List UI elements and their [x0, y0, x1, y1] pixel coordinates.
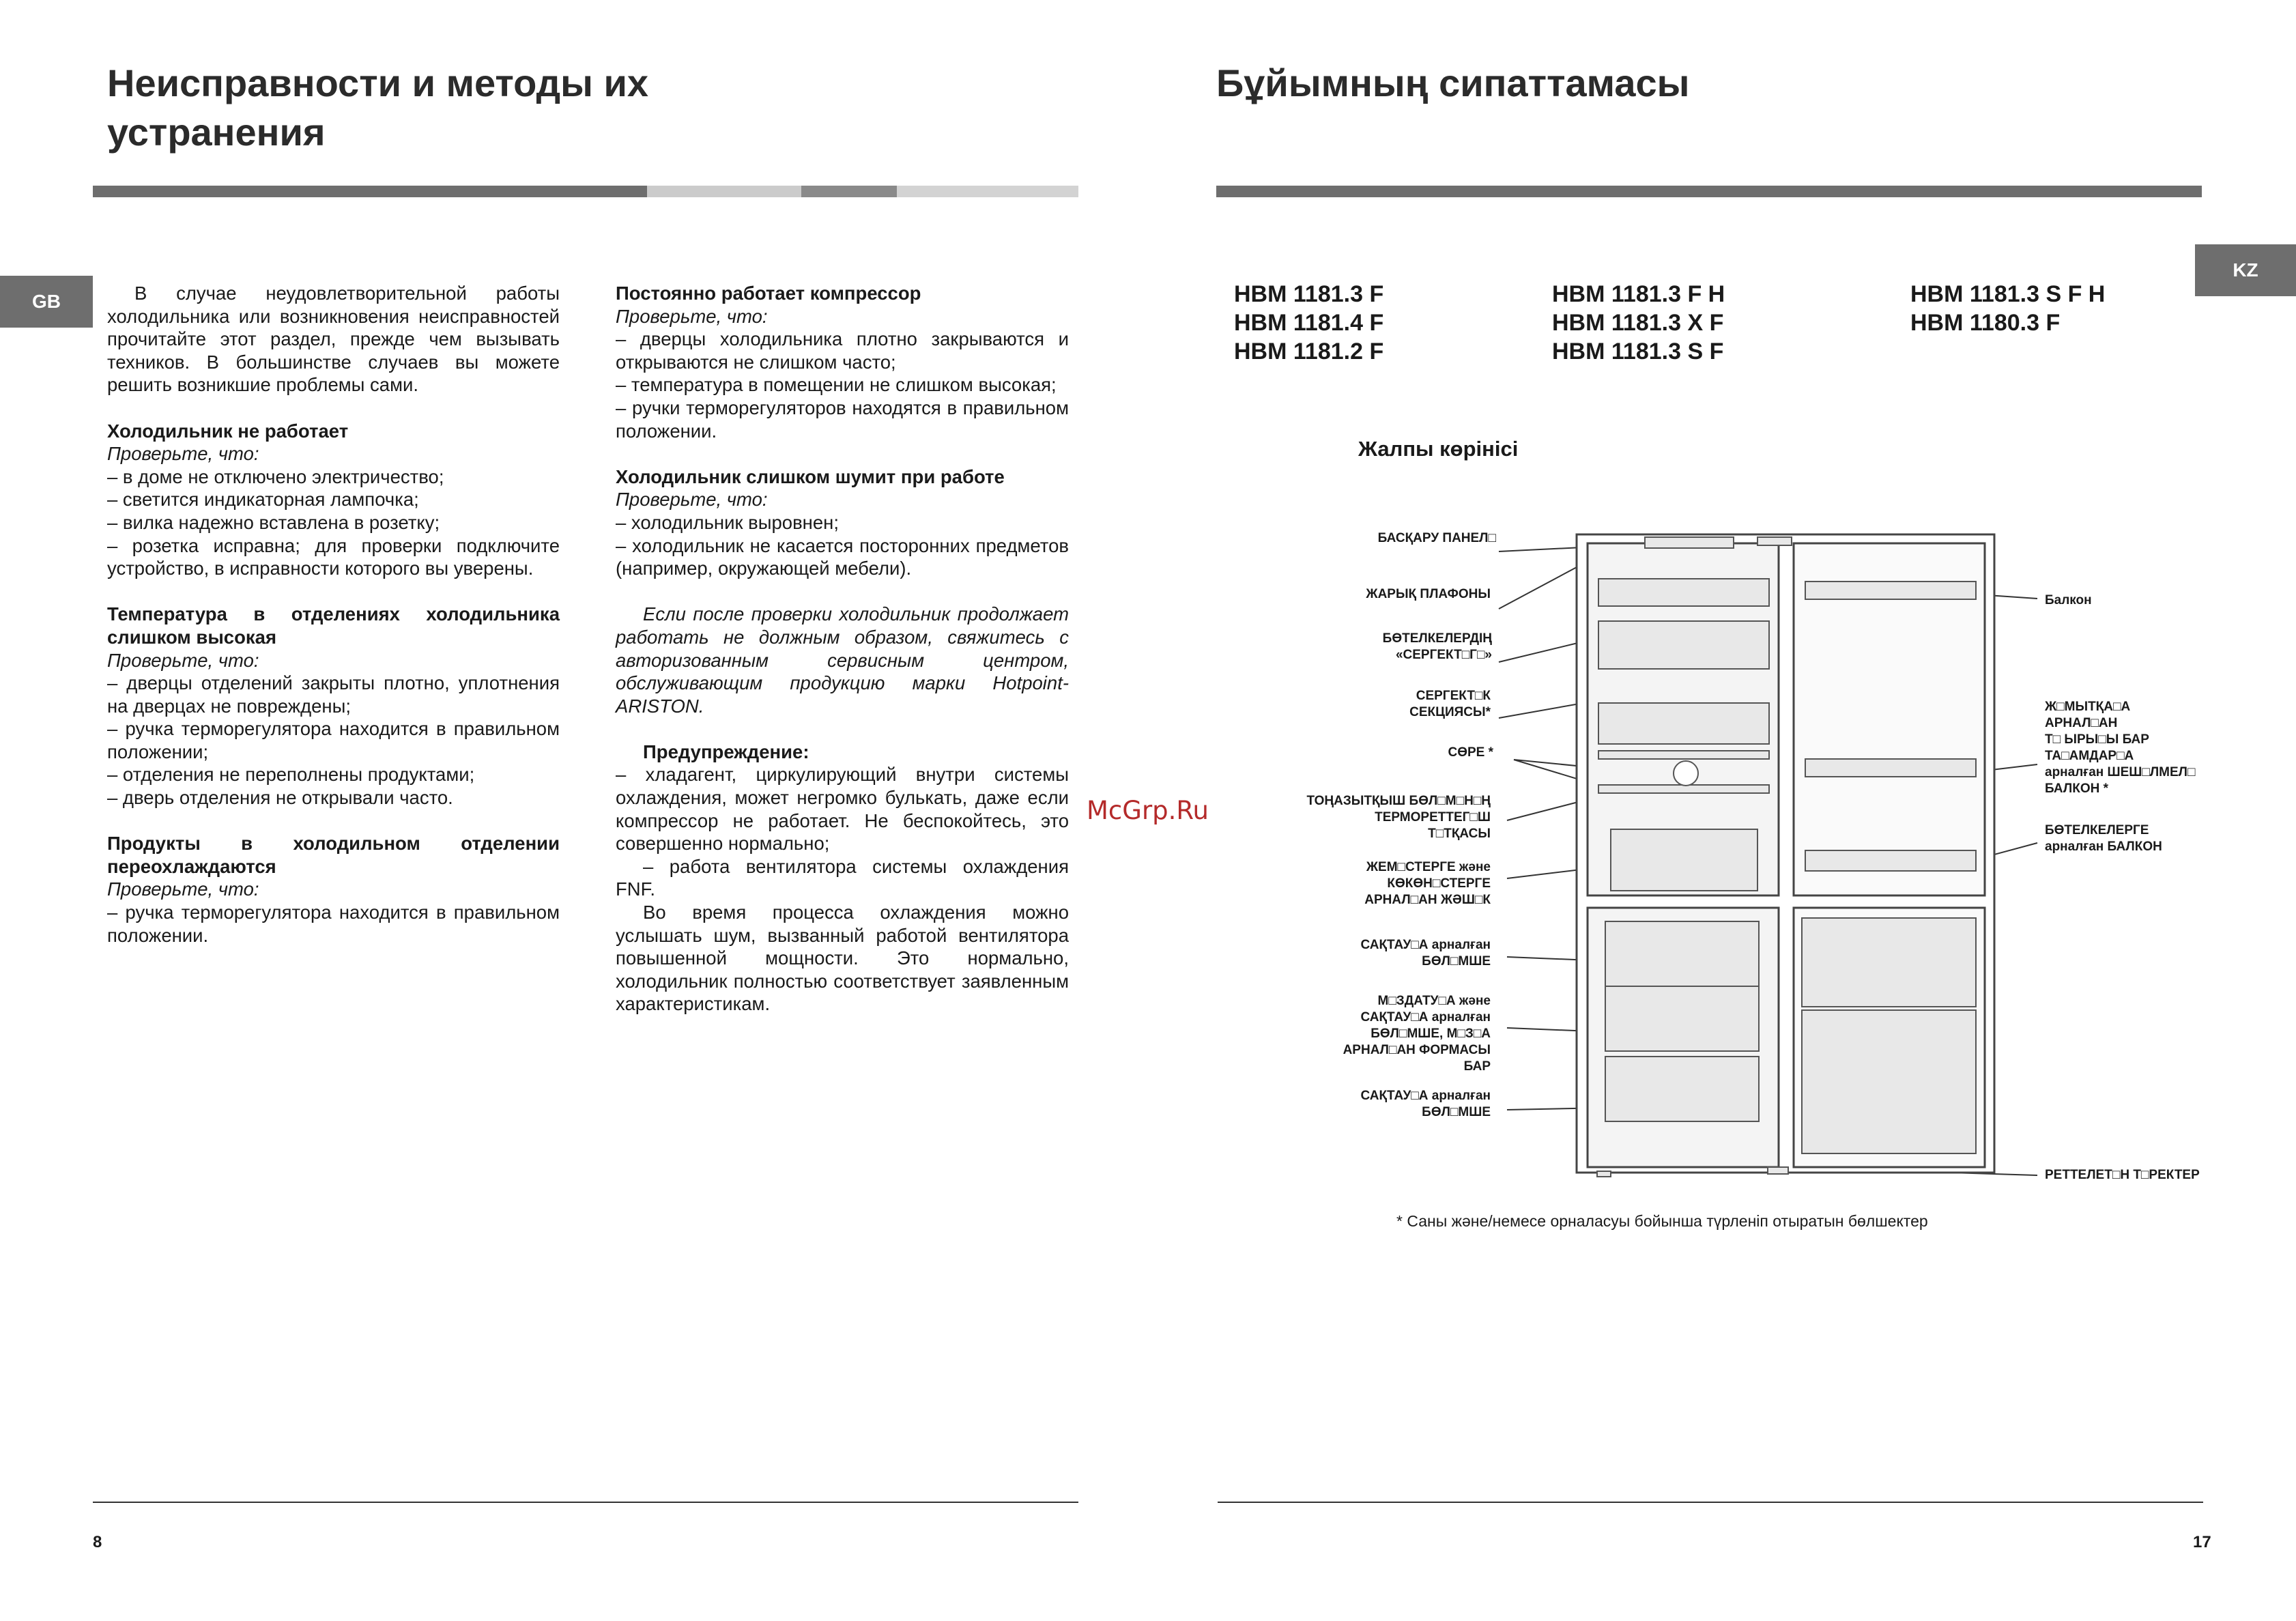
section-heading: Продукты в холодильном отделении переохлаждаются: [107, 833, 560, 877]
label-storage-2: САҚТАУ□А арналған БӨЛ□МШЕ: [1360, 1089, 1491, 1119]
section-heading: Постоянно работает компрессор: [616, 283, 921, 304]
page-title-right: Бұйымның сипаттамасы: [1216, 61, 1690, 104]
label-shelves: СӨРЕ *: [1448, 745, 1493, 760]
intro-text: В случае неудовлетворительной работы холодильника или возникновения неисправностей прочитайте этот раздел, прежде чем вызывать техников. В большинстве случаев вы можете решить возникшие проблемы сами.: [107, 283, 560, 396]
list-item: – ручка терморегулятора находится в правильном положении.: [107, 902, 560, 946]
check-label: Проверьте, что:: [616, 489, 768, 511]
label-thermostat: ТОҢАЗЫТҚЫШ БӨЛ□М□Н□Ң ТЕРМОРЕТТЕГ□Ш Т□ТҚАСЫ: [1306, 794, 1491, 841]
label-crisper: ЖЕМ□СТЕРГЕ және КӨКӨН□СТЕРГЕ АРНАЛ□АН ЖӘШ□К: [1364, 860, 1491, 907]
page-number-right: 17: [2193, 1533, 2211, 1551]
list-item: – дверь отделения не открывали часто.: [107, 787, 453, 809]
list-item: – дверцы отделений закрыты плотно, уплотнения на дверцах не повреждены;: [107, 672, 560, 717]
warning-text: Во время процесса охлаждения можно услышать шум, вызванный работой вентилятора повышенной мощности. Это нормально, холодильник полностью соответствует заявленным характеристикам.: [616, 902, 1069, 1015]
label-storage-1: САҚТАУ□А арналған БӨЛ□МШЕ: [1360, 938, 1491, 969]
label-feet: РЕТТЕЛЕТ□Н Т□РЕКТЕР: [2045, 1168, 2200, 1182]
label-freezing: М□ЗДАТУ□А және САҚТАУ□А арналған БӨЛ□МШЕ, М□З□А АРНАЛ□АН ФОРМАСЫ БАР: [1343, 994, 1491, 1074]
label-control-panel: БАСҚАРУ ПАНЕЛ□: [1377, 531, 1496, 545]
footnote: * Саны және/немесе орналасуы бойынша түрленіп отыратын бөлшектер: [1396, 1212, 1928, 1230]
model-list-col-3: HBM 1181.3 S F H HBM 1180.3 F: [1910, 281, 2106, 336]
label-lid-balcony: Ж□МЫТҚА□А АРНАЛ□АН Т□ ЫРЫ□Ы БАР ТА□АМДАР□А арналған ШЕШ□ЛМЕЛ□ БАЛКОН *: [2045, 700, 2196, 796]
page-title-left: Неисправности и методы их устранения: [107, 61, 649, 154]
model-list-col-1: HBM 1181.3 F HBM 1181.4 F HBM 1181.2 F: [1234, 281, 1384, 364]
label-bottle-rack: БӨТЕЛКЕЛЕРДІҢ «СЕРГЕКТ□Г□»: [1382, 631, 1492, 662]
label-light: ЖАРЫҚ ПЛАФОНЫ: [1366, 587, 1491, 601]
lang-tab-gb: GB: [0, 276, 93, 328]
page-number-left: 8: [93, 1533, 102, 1551]
list-item: – ручки терморегуляторов находятся в правильном положении.: [616, 397, 1069, 442]
check-label: Проверьте, что:: [616, 305, 768, 327]
list-item: – отделения не переполнены продуктами;: [107, 764, 475, 786]
list-item: – холодильник не касается посторонних предметов (например, окружающей мебели).: [616, 534, 1069, 579]
list-item: – светится индикаторная лампочка;: [107, 489, 419, 511]
list-item: – розетка исправна; для проверки подключите устройство, в исправности которого вы уверены.: [107, 534, 560, 579]
check-label: Проверьте, что:: [107, 443, 259, 465]
section-heading: Температура в отделениях холодильника слишком высокая: [107, 603, 560, 648]
check-label: Проверьте, что:: [107, 878, 259, 900]
section-heading: Холодильник не работает: [107, 420, 349, 442]
model-list-col-2: HBM 1181.3 F H HBM 1181.3 X F HBM 1181.3 S F: [1552, 281, 1725, 364]
label-bottle-balcony: БӨТЕЛКЕЛЕРГЕ арналған БАЛКОН: [2045, 823, 2162, 854]
check-label: Проверьте, что:: [107, 649, 259, 671]
list-item: – в доме не отключено электричество;: [107, 465, 444, 487]
warning-text: – хладагент, циркулирующий внутри системы охлаждения, может негромко булькать, даже если компрессор не работает. Не беспокойтесь, это совершенно нормально;: [616, 764, 1069, 855]
watermark: McGrp.Ru: [1087, 796, 1209, 825]
label-balcony: Балкон: [2045, 593, 2092, 607]
section-heading: Холодильник слишком шумит при работе: [616, 465, 1005, 487]
diagram-title: Жалпы көрінісі: [1358, 437, 1519, 461]
list-item: – температура в помещении не слишком высокая;: [616, 374, 1057, 396]
list-item: – дверцы холодильника плотно закрываются и открываются не слишком часто;: [616, 328, 1069, 373]
footer-rule-right: [1218, 1502, 2203, 1503]
list-item: – холодильник выровнен;: [616, 511, 839, 533]
warning-heading: Предупреждение:: [643, 741, 809, 762]
list-item: – ручка терморегулятора находится в правильном положении;: [107, 718, 560, 762]
label-fresh-section: СЕРГЕКТ□К СЕКЦИЯСЫ*: [1409, 689, 1491, 719]
list-item: – вилка надежно вставлена в розетку;: [107, 511, 440, 533]
warning-text: – работа вентилятора системы охлаждения FNF.: [616, 855, 1069, 900]
service-note: Если после проверки холодильник продолжает работать не должным образом, свяжитесь с авторизованным сервисным центром, обслуживающим продукцию марки Hotpoint-ARISTON.: [616, 603, 1069, 717]
lang-tab-kz: KZ: [2195, 244, 2296, 296]
